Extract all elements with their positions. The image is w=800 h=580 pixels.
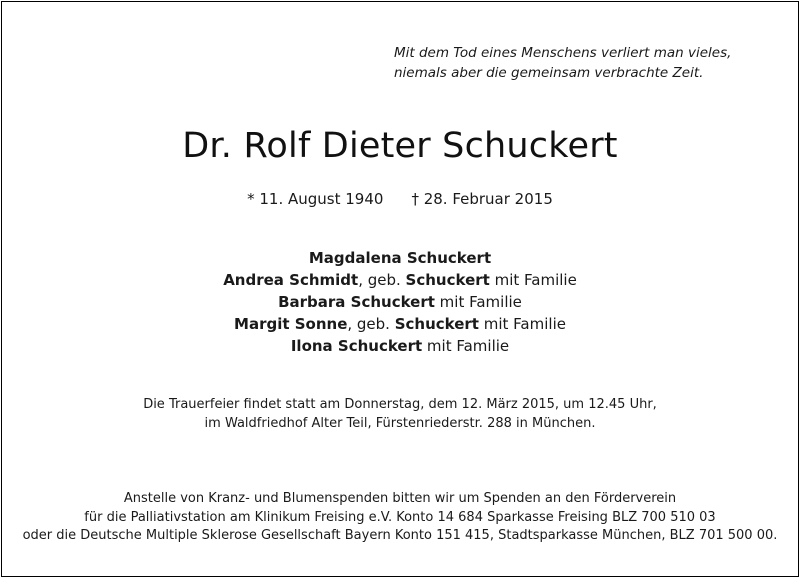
- life-dates: [2, 190, 798, 208]
- mourner-line: [2, 269, 798, 291]
- mourner-geb: , geb.: [358, 271, 406, 289]
- birth-date: * 11. August 1940: [247, 190, 384, 208]
- donation-line-3: oder die Deutsche Multiple Sklerose Gesellschaft Bayern Konto 151 415, Stadtsparkasse München, BLZ 701 500 00.: [22, 528, 778, 543]
- mourner-line: [2, 335, 798, 357]
- mourner-suffix: mit Familie: [478, 315, 566, 333]
- ceremony-line-1: Die Trauerfeier findet statt am Donnerstag, dem 12. März 2015, um 12.45 Uhr,: [143, 397, 657, 412]
- mourner-suffix: mit Familie: [434, 293, 522, 311]
- mourner-name: Magdalena Schuckert: [308, 249, 492, 267]
- mourner-geb: , geb.: [347, 315, 395, 333]
- donation-line-2: für die Palliativstation am Klinikum Freising e.V. Konto 14 684 Sparkasse Freising BLZ 700 510 03: [84, 509, 716, 525]
- quote-line-1: Mit dem Tod eines Menschens verliert man vieles,: [394, 45, 732, 61]
- memorial-quote: [394, 43, 731, 83]
- funeral-ceremony-info: [2, 396, 798, 433]
- mourner-suffix: mit Familie: [489, 271, 577, 289]
- quote-line-2: niemals aber die gemeinsam verbrachte Zeit.: [394, 65, 704, 81]
- mourner-name: Ilona Schuckert: [290, 337, 423, 355]
- mourner-name: Margit Sonne: [234, 315, 348, 333]
- donation-line-1: Anstelle von Kranz- und Blumenspenden bitten wir um Spenden an den Förderverein: [123, 491, 677, 506]
- mourners-list: [2, 247, 798, 357]
- obituary-notice: [1, 1, 799, 577]
- mourner-name: Barbara Schuckert: [278, 293, 435, 311]
- mourner-name: Andrea Schmidt: [223, 271, 359, 289]
- mourner-line: [2, 291, 798, 313]
- mourner-maiden-name: Schuckert: [405, 271, 490, 289]
- mourner-suffix: mit Familie: [422, 337, 510, 355]
- death-date: † 28. Februar 2015: [411, 190, 553, 208]
- mourner-line: [2, 247, 798, 269]
- donation-request: [2, 490, 798, 546]
- deceased-name: Dr. Rolf Dieter Schuckert: [182, 126, 618, 166]
- ceremony-line-2: im Waldfriedhof Alter Teil, Fürstenriederstr. 288 in München.: [204, 415, 596, 431]
- mourner-line: [2, 313, 798, 335]
- mourner-maiden-name: Schuckert: [394, 315, 479, 333]
